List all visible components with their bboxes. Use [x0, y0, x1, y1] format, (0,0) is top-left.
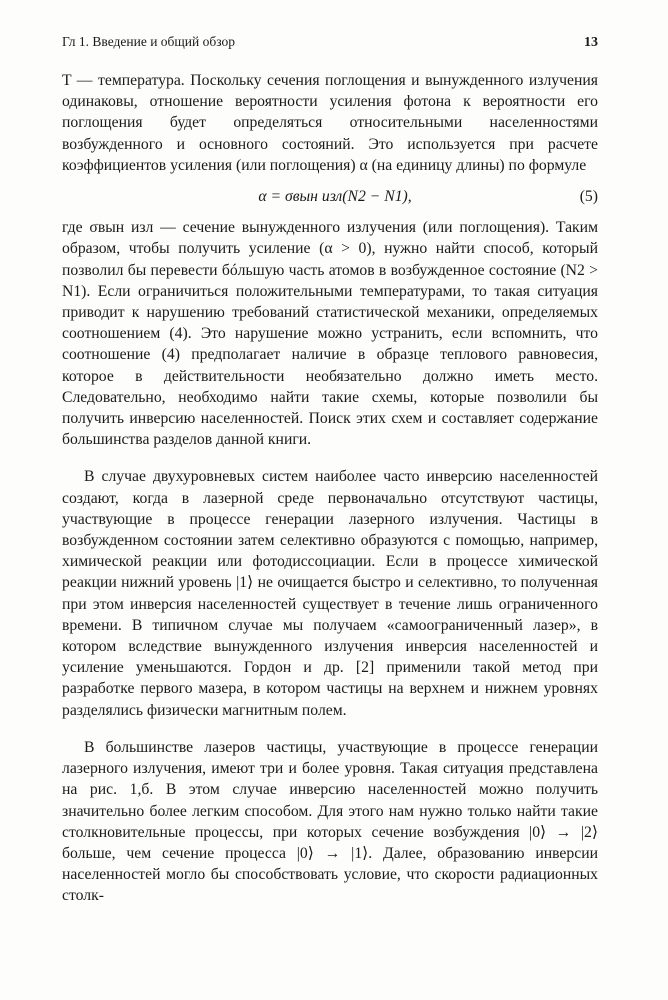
page-number: 13: [584, 35, 598, 50]
running-header: [62, 34, 598, 70]
paragraph-1: T — температура. Поскольку сечения поглощения и вынужденного излучения одинаковы, отношение вероятности усиления фотона к вероятности его поглощения будет определяться относительными населенностями возбужденного и основного состояний. Это используется при расчете коэффициентов усиления (или поглощения) α (на единицу длины) по формуле: [62, 72, 598, 174]
equation-number: (5): [579, 188, 598, 206]
book-page: [62, 34, 598, 907]
paragraph-4: В большинстве лазеров частицы, участвующие в процессе генерации лазерного излучения, имеют три и более уровня. Такая ситуация представлена на рис. 1,б. В этом случае инверсию населенностей можно получить значительно более легким способом. Для этого нам нужно только найти такие столкновительные процессы, при которых сечение возбуждения |0⟩ → |2⟩ больше, чем сечение процесса |0⟩ → |1⟩. Далее, образованию инверсии населенностей могло бы способствовать условие, что скорости радиационных столк-: [62, 738, 598, 905]
paragraph-3: В случае двухуровневых систем наиболее часто инверсию населенностей создают, когда в лазерной среде первоначально отсутствуют частицы, участвующие в процессе генерации лазерного излучения. Частицы в возбужденном состоянии затем селективно образуются с помощью, например, химической реакции или фотодиссоциации. Если в процессе химической реакции нижний уровень |1⟩ не очищается быстро и селективно, то полученная при этом инверсия населенностей существует в течение лишь ограниченного времени. В типичном случае мы получаем «самоограниченный лазер», в котором вследствие вынужденного излучения инверсия населенностей и усиление уменьшаются. Гордон и др. [2] применили такой метод при разработке первого мазера, в котором частицы на верхнем и нижнем уровнях разделялись физически магнитным полем.: [62, 468, 598, 719]
equation-5: [62, 186, 598, 207]
equation-expression: α = σвын изл(N2 − N1),: [258, 188, 412, 206]
chapter-title: Гл 1. Введение и общий обзор: [62, 34, 236, 49]
paragraph-2: где σвын изл — сечение вынужденного излучения (или поглощения). Таким образом, чтобы получить усиление (α > 0), нужно найти способ, который позволил бы перевести бóльшую часть атомов в возбужденное состояние (N2 > N1). Если ограничиться положительными температурами, то такая ситуация приводит к нарушению требований статистической механики, определяемых соотношением (4). Это нарушение можно устранить, если вспомнить, что соотношение (4) предполагает наличие в образце теплового равновесия, которое в действительности необязательно должно иметь место. Следовательно, необходимо найти такие схемы, которые позволили бы получить инверсию населенностей. Поиск этих схем и составляет содержание большинства разделов данной книги.: [62, 219, 598, 449]
